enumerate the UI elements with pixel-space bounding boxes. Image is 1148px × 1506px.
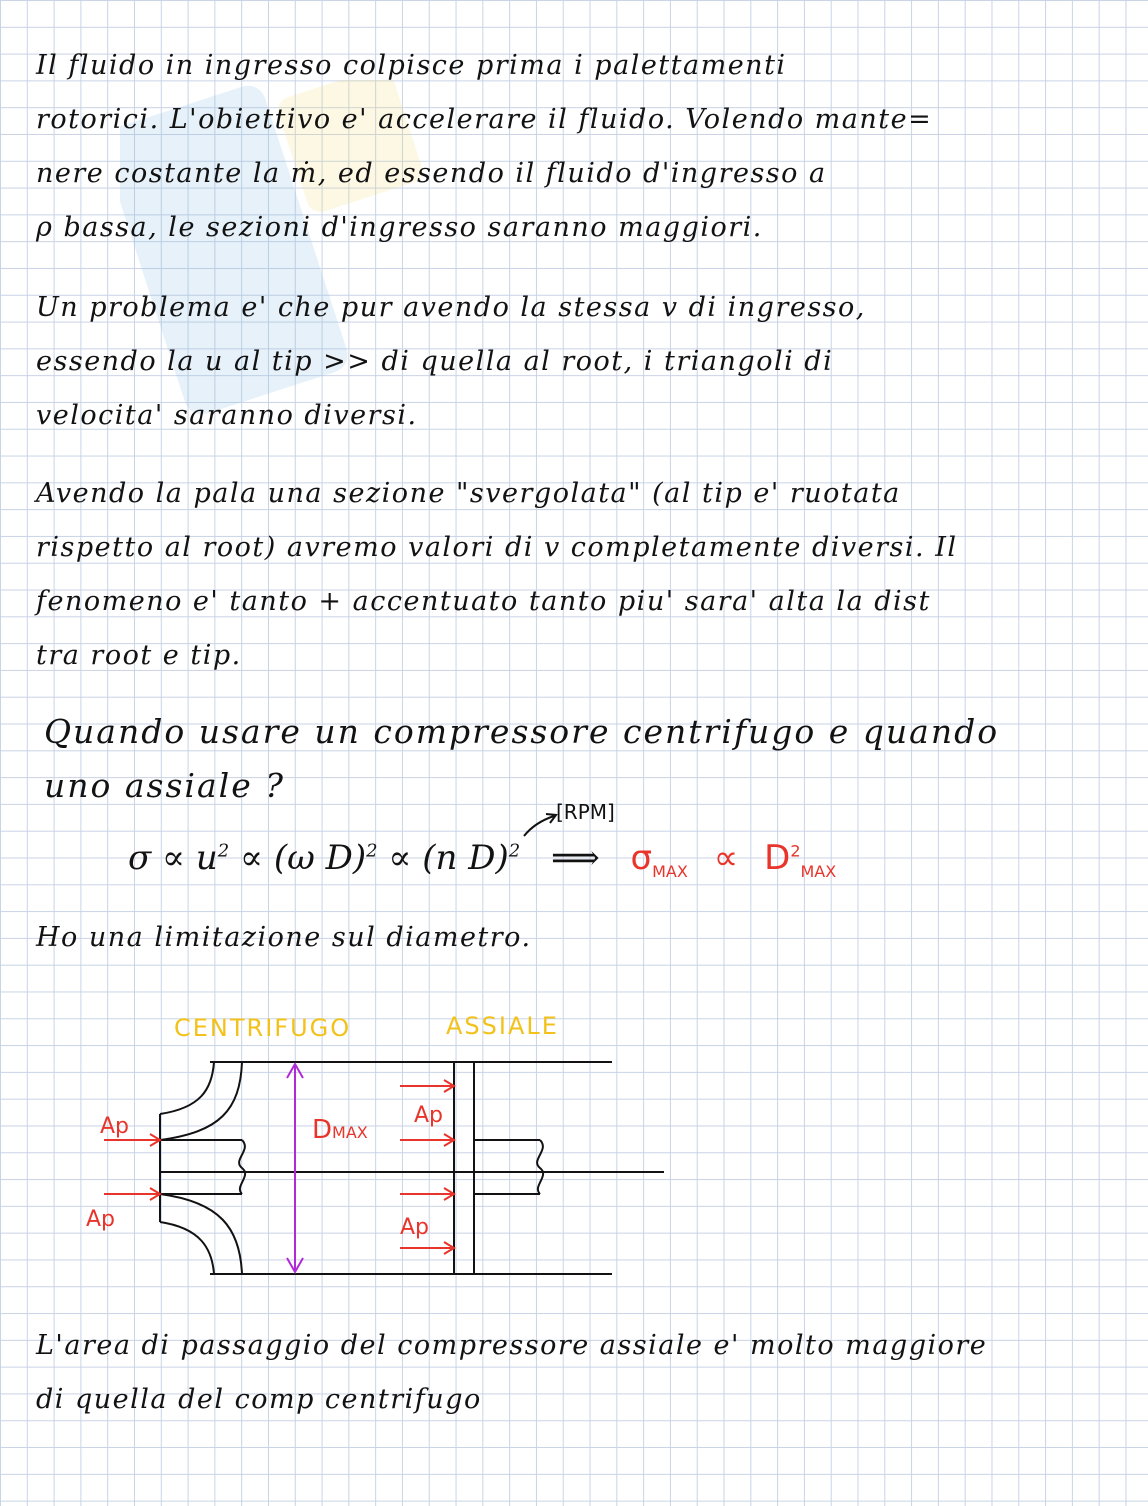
result-subscript: MAX	[800, 861, 837, 881]
formula-result	[630, 838, 837, 881]
text-line: Il fluido in ingresso colpisce prima i palettamenti	[36, 50, 787, 81]
rpm-arrow	[520, 808, 560, 840]
ap-label: Ap	[100, 1114, 130, 1139]
implies-arrow: ⟹	[550, 838, 600, 878]
result-proportional: ∝	[713, 838, 739, 878]
question-line: uno assiale ?	[44, 766, 285, 805]
text-line: Ho una limitazione sul diametro.	[36, 922, 532, 953]
text-line: nere costante la ṁ, ed essendo il fluido d'ingresso a	[36, 158, 827, 189]
stress-formula	[128, 838, 836, 881]
rpm-note: [RPM]	[556, 800, 615, 824]
text-line: rispetto al root) avremo valori di v completamente diversi. Il	[36, 532, 958, 563]
label-axial: ASSIALE	[446, 1012, 559, 1040]
text-line: rotorici. L'obiettivo e' accelerare il fluido. Volendo mante=	[36, 104, 933, 135]
result-exponent: 2	[790, 841, 801, 861]
formula-part: σ ∝ u	[128, 838, 218, 878]
text-line: velocita' saranno diversi.	[36, 400, 418, 431]
formula-exponent: 2	[366, 840, 378, 862]
label-centrifugal: CENTRIFUGO	[174, 1014, 352, 1042]
dmax-label	[312, 1115, 368, 1145]
text-line: tra root e tip.	[36, 640, 242, 671]
text-line: fenomeno e' tanto + accentuato tanto piu' sara' alta la dist	[36, 586, 931, 617]
ap-label: Ap	[400, 1215, 430, 1240]
result-sigma: σ	[630, 838, 653, 878]
text-line: ρ bassa, le sezioni d'ingresso saranno maggiori.	[36, 212, 763, 243]
compressor-diagram	[0, 1040, 1148, 1300]
text-line: Avendo la pala una sezione "svergolata" (al tip e' ruotata	[36, 478, 901, 509]
question-line: Quando usare un compressore centrifugo e quando	[44, 712, 1000, 751]
ap-label: Ap	[414, 1103, 444, 1128]
formula-exponent: 2	[508, 840, 521, 862]
text-line: essendo la u al tip >> di quella al root, i triangoli di	[36, 346, 834, 377]
dmax-sub: MAX	[332, 1123, 368, 1142]
dmax-main: D	[312, 1115, 333, 1145]
text-line: di quella del comp centrifugo	[36, 1384, 482, 1415]
text-line: Un problema e' che pur avendo la stessa v di ingresso,	[36, 292, 866, 323]
result-diameter: D	[764, 838, 791, 878]
result-subscript: MAX	[652, 861, 688, 881]
formula-exponent: 2	[217, 840, 230, 862]
ap-label: Ap	[86, 1207, 116, 1232]
watermark-logo	[120, 80, 480, 500]
formula-part: ∝ (ω D)	[229, 838, 367, 878]
text-line: L'area di passaggio del compressore assiale e' molto maggiore	[36, 1330, 988, 1361]
formula-part: ∝ (n D)	[377, 838, 509, 878]
